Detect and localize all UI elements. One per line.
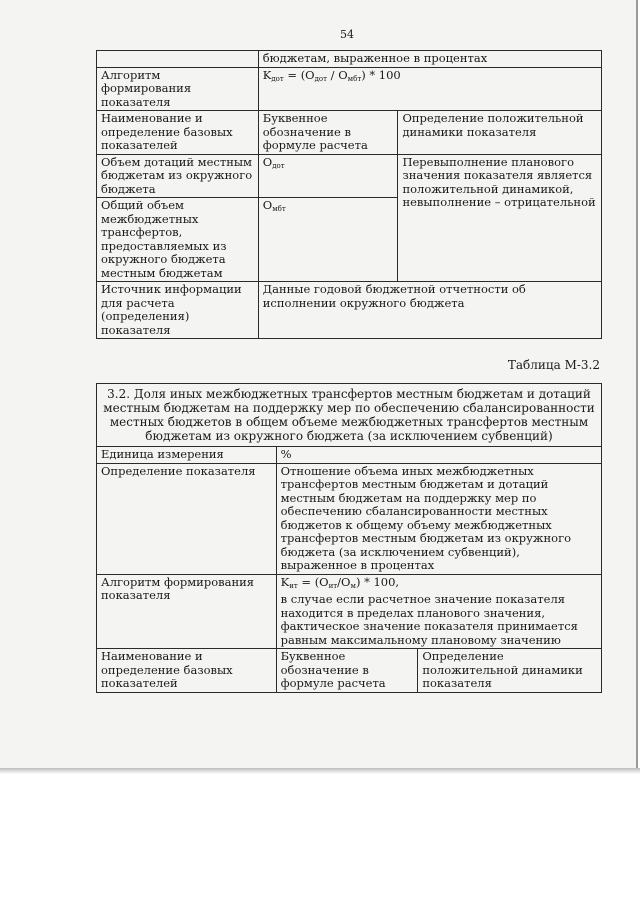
- page-edge-shadow: [0, 768, 640, 774]
- unit-value: %: [276, 447, 601, 464]
- algorithm-label: Алгоритм формирования показателя: [97, 574, 277, 649]
- algorithm-formula: $K_{дот} = (O_{дот} / O_{мбт}) * 100$: [258, 67, 601, 111]
- header-name: Наименование и определение базовых показателей: [97, 649, 277, 693]
- header-symbol: Буквенное обозначение в формуле расчета: [258, 111, 398, 155]
- source-label: Источник информации для расчета (определения) показателя: [97, 282, 259, 339]
- table-row: [97, 574, 602, 649]
- table-header-row: [97, 111, 602, 155]
- definition-label: Определение показателя: [97, 463, 277, 574]
- table-title-row: [97, 384, 602, 447]
- algorithm-note: в случае если расчетное значение показателя находится в пределах планового значения, фактическое значение показателя принимается равным максимальному плановому значению: [280, 592, 578, 647]
- row-symbol: $O_{мбт}$: [258, 198, 398, 282]
- table-row: [97, 463, 602, 574]
- header-symbol: Буквенное обозначение в формуле расчета: [276, 649, 418, 693]
- indicator-table-m-3-2: [96, 383, 602, 693]
- empty-cell: [97, 51, 259, 68]
- header-dynamics: Определение положительной динамики показателя: [418, 649, 602, 693]
- table-header-row: [97, 649, 602, 693]
- table-caption: Таблица М-3.2: [507, 358, 600, 372]
- row-symbol: $O_{дот}$: [258, 154, 398, 198]
- algorithm-formula: $K_{ит} = (O_{ит}/O_м) * 100$,: [280, 574, 400, 590]
- algorithm-cell: [276, 574, 601, 649]
- page-number: 54: [340, 28, 354, 41]
- indicator-title: 3.2. Доля иных межбюджетных трансфертов местным бюджетам и дотаций местным бюджетам на поддержку мер по обеспечению сбалансированности местных бюджетов в общем объеме межбюджетных трансфертов местным бюджетам из окружного бюджета (за исключением субвенций): [97, 384, 602, 447]
- table-row: [97, 282, 602, 339]
- unit-label: Единица измерения: [97, 447, 277, 464]
- source-text: Данные годовой бюджетной отчетности об исполнении окружного бюджета: [258, 282, 601, 339]
- indicator-table-continued: [96, 50, 602, 339]
- table-row: [97, 447, 602, 464]
- table-row: [97, 51, 602, 68]
- row-name: Общий объем межбюджетных трансфертов, предоставляемых из окружного бюджета местным бюджетам: [97, 198, 259, 282]
- algorithm-label: Алгоритм формирования показателя: [97, 67, 259, 111]
- definition-text: Отношение объема иных межбюджетных трансфертов местным бюджетам и дотаций местным бюджетам на поддержку мер по обеспечению сбалансированности местных бюджетов к общему объему межбюджетных трансфертов местным бюджетам из окружного бюджета (за исключением субвенций), выраженное в процентах: [276, 463, 601, 574]
- header-dynamics: Определение положительной динамики показателя: [398, 111, 602, 155]
- row-name: Объем дотаций местным бюджетам из окружного бюджета: [97, 154, 259, 198]
- continuation-text: бюджетам, выраженное в процентах: [258, 51, 601, 68]
- dynamics-text: Перевыполнение планового значения показателя является положительной динамикой, невыполнение – отрицательной: [398, 154, 602, 282]
- table-row: [97, 67, 602, 111]
- header-name: Наименование и определение базовых показателей: [97, 111, 259, 155]
- table-row: [97, 154, 602, 198]
